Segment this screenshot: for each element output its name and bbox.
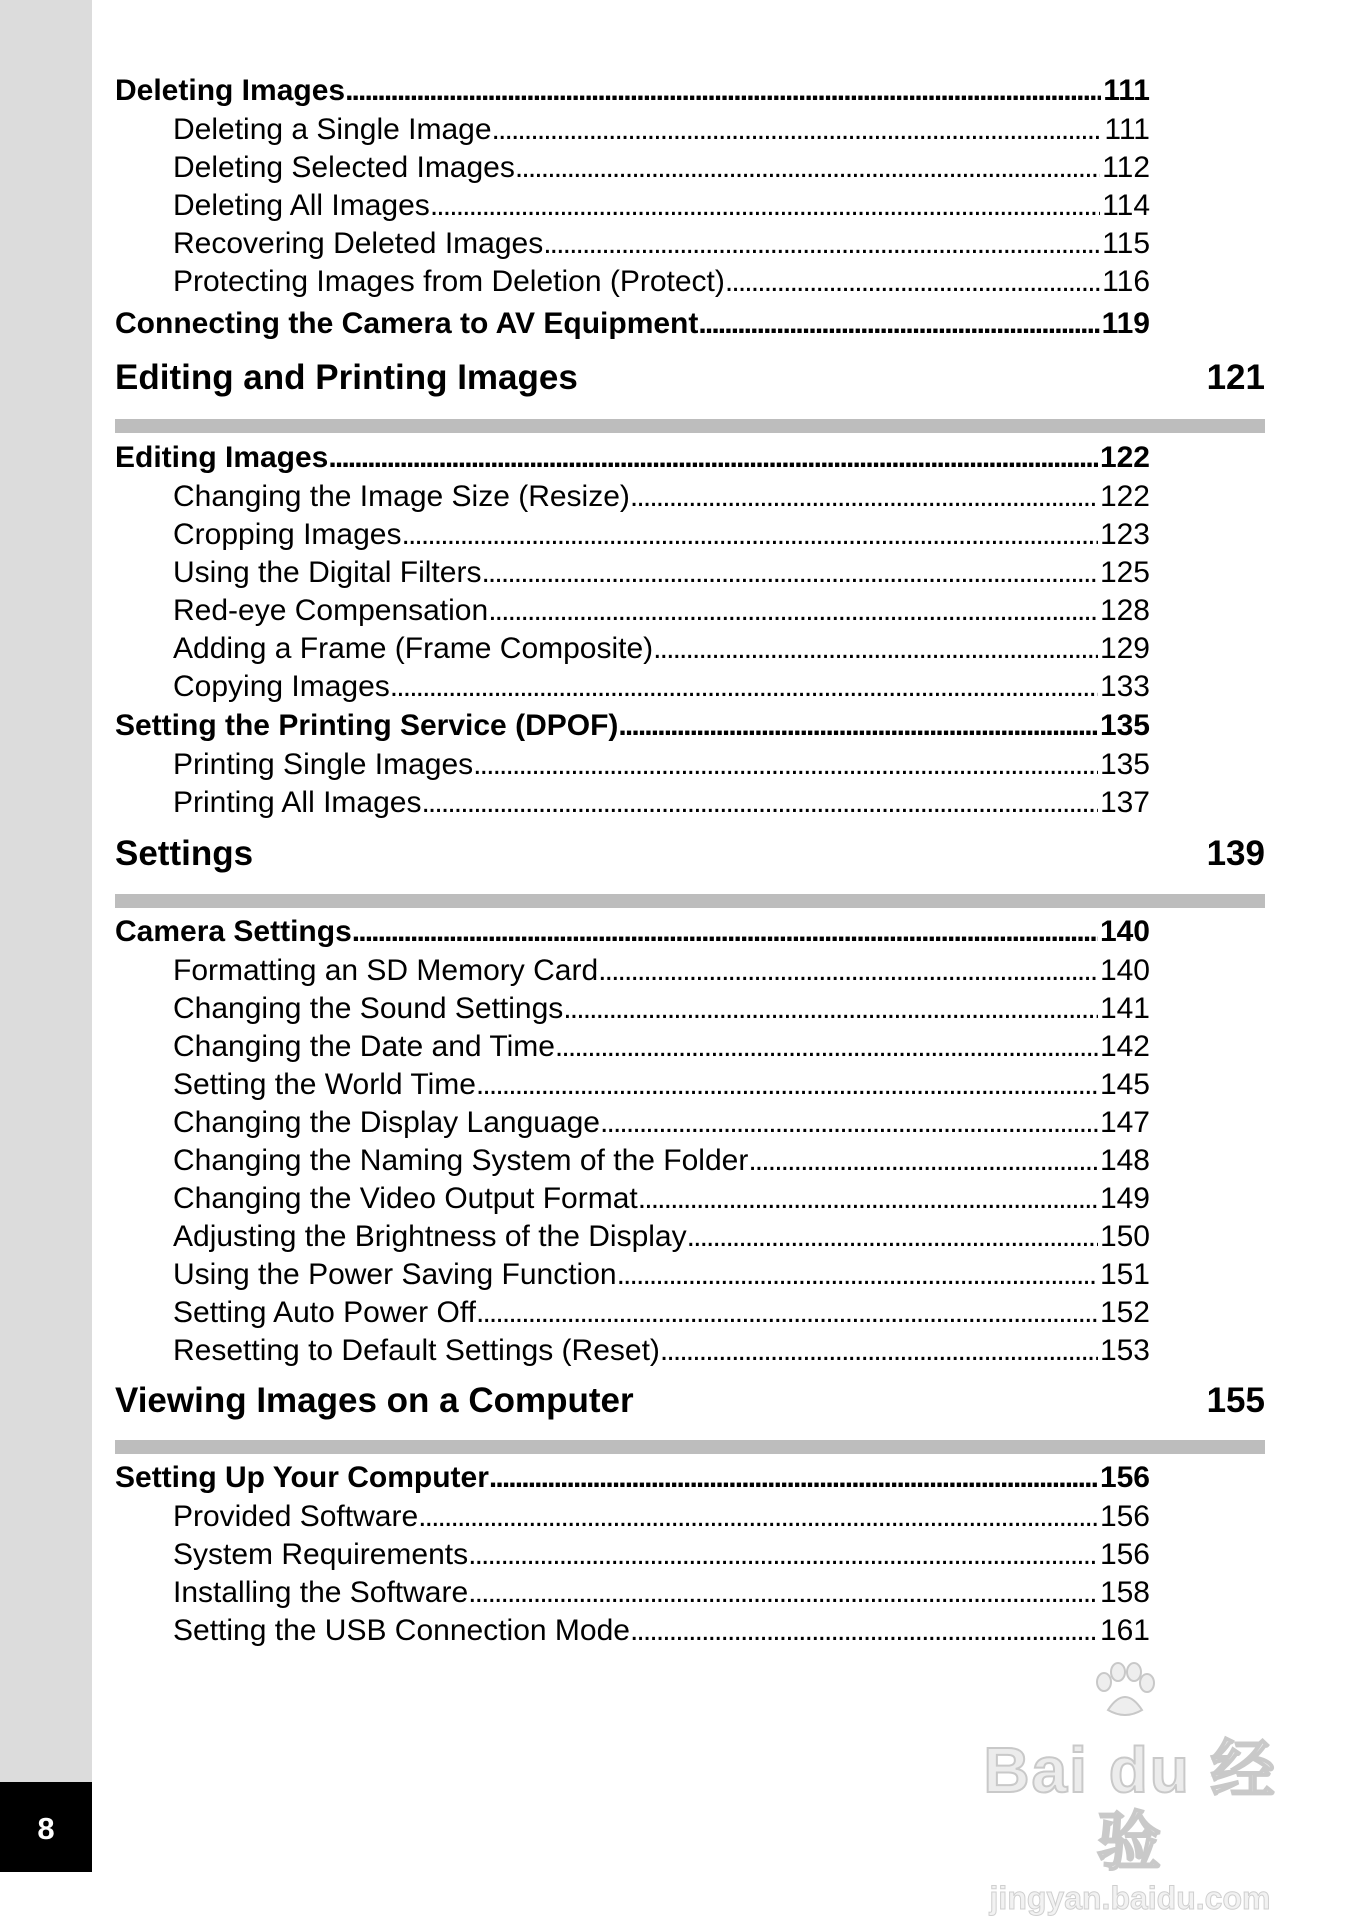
toc-entry[interactable]: Resetting to Default Settings (Reset) . . . 153 — [173, 1332, 1150, 1370]
toc-entry[interactable]: Setting Up Your Computer . . . 156 — [115, 1459, 1150, 1497]
toc-entry[interactable]: Changing the Display Language . . . 147 — [173, 1104, 1150, 1142]
toc-entry[interactable]: Camera Settings . . . 140 — [115, 913, 1150, 951]
toc-entry[interactable]: Recovering Deleted Images . . . 115 — [173, 225, 1150, 263]
toc-entry[interactable]: System Requirements . . . 156 — [173, 1536, 1150, 1574]
page-number-tab — [0, 1782, 92, 1872]
toc-entry[interactable]: Red-eye Compensation . . . 128 — [173, 592, 1150, 630]
toc-entry[interactable]: Provided Software . . . 156 — [173, 1498, 1150, 1536]
toc-entry[interactable]: Using the Power Saving Function . . . 151 — [173, 1256, 1150, 1294]
section-title: Editing and Printing Images — [115, 358, 578, 397]
toc-entry[interactable]: Installing the Software . . . 158 — [173, 1574, 1150, 1612]
toc-entry[interactable]: Setting the USB Connection Mode . . . 161 — [173, 1612, 1150, 1650]
toc-entry[interactable]: Protecting Images from Deletion (Protect) . . . 116 — [173, 263, 1150, 301]
baidu-watermark — [960, 1690, 1300, 1916]
toc-entry[interactable]: Connecting the Camera to AV Equipment . . . 119 — [115, 305, 1150, 343]
toc-entry[interactable]: Printing All Images . . . 137 — [173, 784, 1150, 822]
section-page: 121 — [1206, 358, 1265, 397]
toc-entry[interactable]: Setting Auto Power Off . . . 152 — [173, 1294, 1150, 1332]
section-divider — [115, 894, 1265, 908]
section-title: Viewing Images on a Computer — [115, 1381, 634, 1420]
toc-entry[interactable]: Adjusting the Brightness of the Display . . . 150 — [173, 1218, 1150, 1256]
section-divider — [115, 1440, 1265, 1454]
toc-entry[interactable]: Changing the Sound Settings . . . 141 — [173, 990, 1150, 1028]
toc-entry[interactable]: Changing the Video Output Format . . . 149 — [173, 1180, 1150, 1218]
section-page: 155 — [1206, 1381, 1265, 1420]
page-number: 8 — [37, 1811, 55, 1846]
toc-entry[interactable]: Using the Digital Filters . . . 125 — [173, 554, 1150, 592]
toc-entry[interactable]: Copying Images . . . 133 — [173, 668, 1150, 706]
section-heading[interactable] — [115, 832, 1265, 876]
watermark-main: Bai du 经验 — [983, 1734, 1277, 1878]
toc-entry[interactable]: Setting the Printing Service (DPOF) . . . 135 — [115, 707, 1150, 745]
toc-entry[interactable]: Printing Single Images . . . 135 — [173, 746, 1150, 784]
section-page: 139 — [1206, 834, 1265, 873]
toc-entry[interactable]: Deleting a Single Image . . . 111 — [173, 111, 1150, 149]
toc-entry[interactable]: Cropping Images . . . 123 — [173, 516, 1150, 554]
toc-entry[interactable]: Formatting an SD Memory Card . . . 140 — [173, 952, 1150, 990]
toc-entry[interactable]: Deleting Images . . . 111 — [115, 72, 1150, 110]
toc-entry[interactable]: Deleting Selected Images . . . 112 — [173, 149, 1150, 187]
section-divider — [115, 419, 1265, 433]
toc-entry[interactable]: Adding a Frame (Frame Composite) . . . 129 — [173, 630, 1150, 668]
toc-entry[interactable]: Changing the Image Size (Resize) . . . 122 — [173, 478, 1150, 516]
section-heading[interactable] — [115, 356, 1265, 400]
paw-icon — [1090, 1662, 1160, 1722]
toc-entry[interactable]: Changing the Naming System of the Folder . . . 148 — [173, 1142, 1150, 1180]
side-strip — [0, 0, 92, 1872]
section-heading[interactable] — [115, 1379, 1265, 1423]
toc-entry[interactable]: Deleting All Images . . . 114 — [173, 187, 1150, 225]
section-title: Settings — [115, 834, 254, 873]
toc-entry[interactable]: Editing Images . . . 122 — [115, 439, 1150, 477]
watermark-sub: jingyan.baidu.com — [989, 1880, 1271, 1916]
toc-entry[interactable]: Changing the Date and Time . . . 142 — [173, 1028, 1150, 1066]
toc-entry[interactable]: Setting the World Time . . . 145 — [173, 1066, 1150, 1104]
